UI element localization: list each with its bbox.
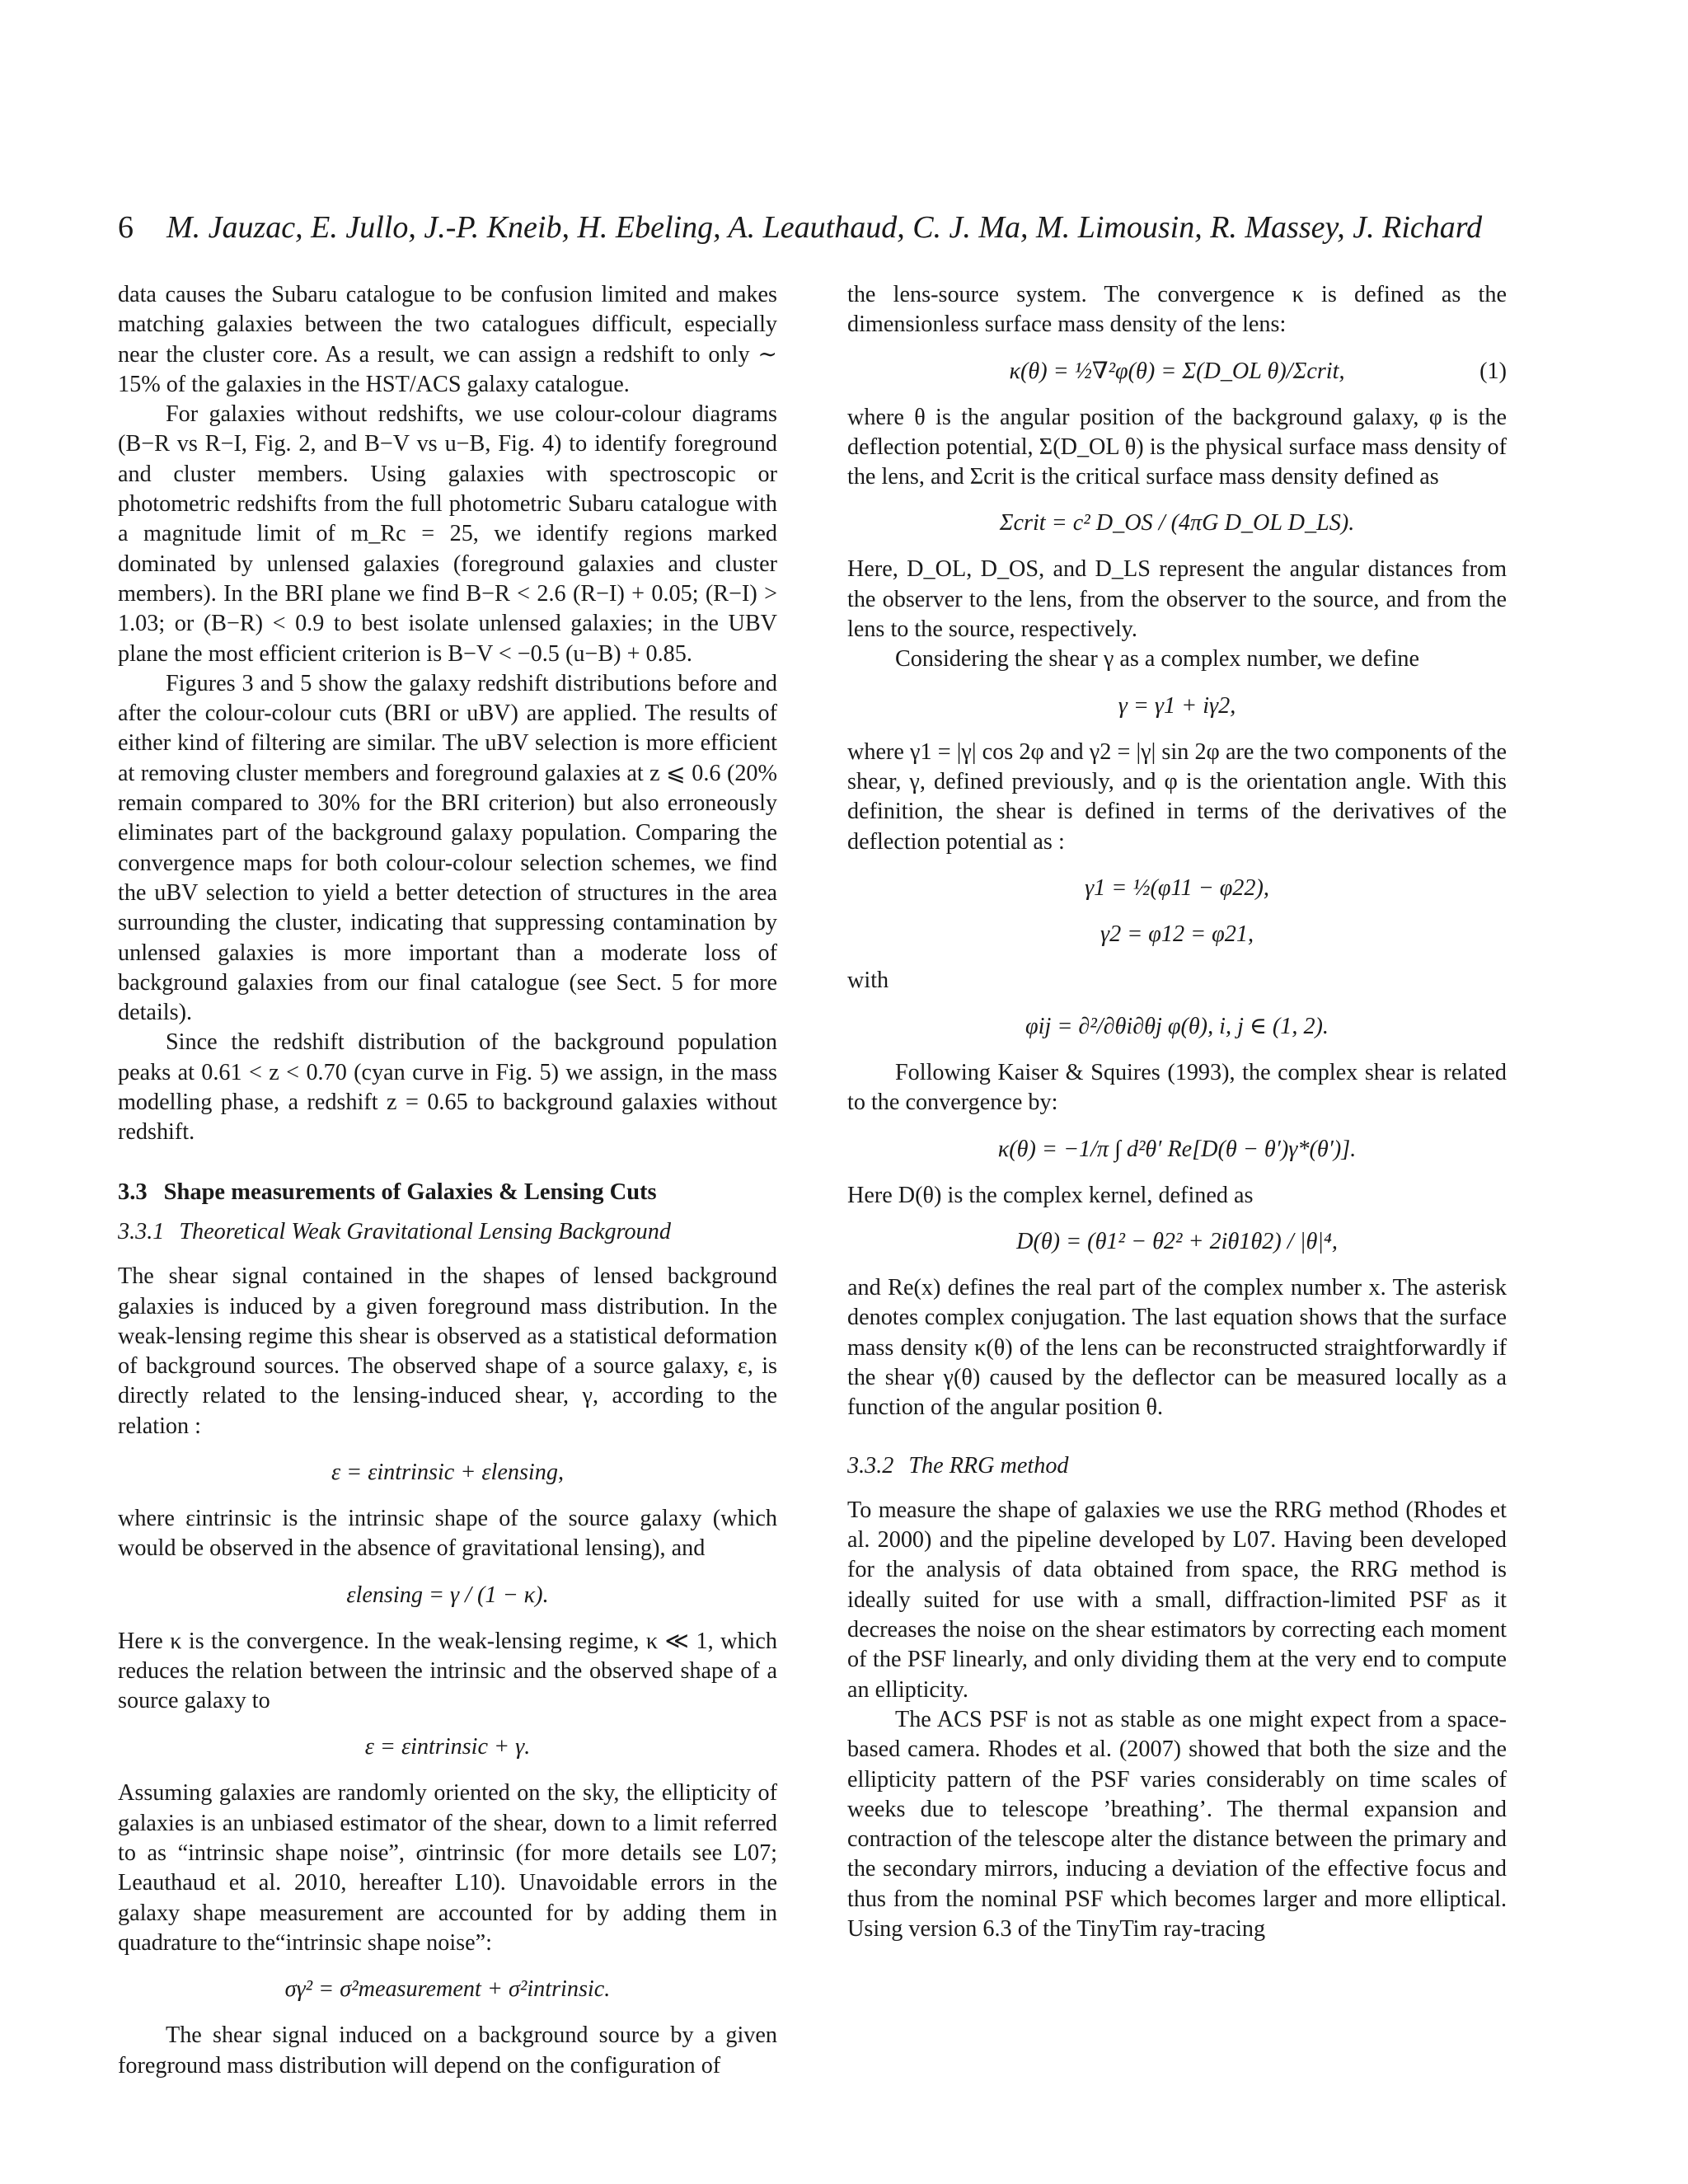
paragraph: The shear signal contained in the shapes of lensed background galaxies is induced by a given foreground mass distribution. In the weak-lensing regime this shear is observed as a statistical deformation of background sources. The observed shape of a source galaxy, ε, is directly related to the lensing-induced shear, γ, according to the relation : [118, 1263, 777, 1439]
subsection-heading [118, 1217, 777, 1247]
equation-ellipticity: ε = εintrinsic + εlensing, [331, 1459, 564, 1485]
paragraph: Assuming galaxies are randomly oriented on the sky, the ellipticity of galaxies is an unbiased estimator of the shear, down to a limit referred to as “intrinsic shape noise”, σintrinsic (for more details see L07; Leauthaud et al. 2010, hereafter L10). Unavoidable errors in the galaxy shape measurement are accounted for by adding them in quadrature to the“intrinsic shape noise”: [118, 1780, 777, 1956]
equation-gamma1: γ1 = ½(φ11 − φ22), [1085, 874, 1269, 901]
subsection-heading [847, 1451, 1507, 1481]
paragraph: data causes the Subaru catalogue to be confusion limited and makes matching galaxies between the two catalogues difficult, especially near the cluster core. As a result, we can assign a redshift to only ∼ 15% of the galaxies in the HST/ACS galaxy catalogue. [118, 282, 777, 397]
paragraph: Here κ is the convergence. In the weak-lensing regime, κ ≪ 1, which reduces the relation between the intrinsic and the observed shape of a source galaxy to [118, 1628, 777, 1714]
equation-weak-limit: ε = εintrinsic + γ. [364, 1734, 531, 1760]
left-column [118, 280, 777, 2081]
paragraph: Following Kaiser & Squires (1993), the complex shear is related to the convergence by: [847, 1060, 1507, 1116]
right-column [847, 280, 1507, 1944]
equation-gamma2: γ2 = φ12 = φ21, [1100, 921, 1254, 947]
paragraph: For galaxies without redshifts, we use colour-colour diagrams (B−R vs R−I, Fig. 2, and B−V vs u−B, Fig. 4) to identify foreground and cluster members. Using galaxies with spectroscopic or photometric redshifts from the full photometric Subaru catalogue with a magnitude limit of m_Rc = 25, we identify regions marked dominated by unlensed galaxies (foreground galaxies and cluster members). In the BRI plane we find B−R < 2.6 (R−I) + 0.05; (R−I) > 1.03; or (B−R) < 0.9 to best isolate unlensed galaxies; in the UBV plane the most efficient criterion is B−V < −0.5 (u−B) + 0.85. [118, 401, 777, 667]
section-number: 3.3 [118, 1179, 148, 1205]
paragraph: Figures 3 and 5 show the galaxy redshift distributions before and after the colour-colour cuts (BRI or uBV) are applied. The results of either kind of filtering are similar. The uBV selection is more efficient at removing cluster members and foreground galaxies at z ⩽ 0.6 (20% remain compared to 30% for the BRI criterion) but also erroneously eliminates part of the background galaxy population. Comparing the convergence maps for both colour-colour selection schemes, we find the uBV selection to yield a better detection of structures in the area surrounding the cluster, indicating that suppressing contamination by unlensed galaxies is more important than a moderate loss of background galaxies from our final catalogue (see Sect. 5 for more details). [118, 670, 777, 1026]
paragraph: Considering the shear γ as a complex number, we define [895, 646, 1419, 673]
section-heading [118, 1178, 777, 1207]
subsection-title: Theoretical Weak Gravitational Lensing Background [179, 1218, 671, 1244]
subsection-number: 3.3.2 [847, 1452, 894, 1479]
equation-shape-noise: σγ² = σ²measurement + σ²intrinsic. [284, 1976, 611, 2003]
paragraph: with [847, 967, 889, 993]
subsection-title: The RRG method [908, 1452, 1069, 1479]
equation-potential-derivatives: φij = ∂²/∂θi∂θj φ(θ), i, j ∈ (1, 2). [1025, 1014, 1329, 1040]
paragraph: and Re(x) defines the real part of the complex number x. The asterisk denotes complex conjugation. The last equation shows that the surface mass density κ(θ) of the lens can be reconstructed straightforwardly if the shear γ(θ) caused by the deflector can be measured locally as a function of the angular position θ. [847, 1275, 1507, 1421]
section-title: Shape measurements of Galaxies & Lensing Cuts [163, 1179, 657, 1205]
paragraph: the lens-source system. The convergence κ is defined as the dimensionless surface mass density of the lens: [847, 282, 1507, 338]
paragraph: where γ1 = |γ| cos 2φ and γ2 = |γ| sin 2φ are the two components of the shear, γ, defined previously, and φ is the orientation angle. With this definition, the shear is defined in terms of the derivatives of the deflection potential as : [847, 738, 1507, 855]
page-number: 6 [118, 210, 134, 245]
author-list: M. Jauzac, E. Jullo, J.-P. Kneib, H. Ebeling, A. Leauthaud, C. J. Ma, M. Limousin, R. Massey, J. Richard [166, 210, 1483, 245]
equation-1 [847, 357, 1507, 387]
paragraph: Here, D_OL, D_OS, and D_LS represent the angular distances from the observer to the lens, from the observer to the source, and from the lens to the source, respectively. [847, 556, 1507, 643]
equation-number: (1) [1479, 358, 1507, 384]
paragraph: Since the redshift distribution of the background population peaks at 0.61 < z < 0.70 (cyan curve in Fig. 5) we assign, in the mass modelling phase, a redshift z = 0.65 to background galaxies without redshift. [118, 1029, 777, 1146]
paragraph: where εintrinsic is the intrinsic shape of the source galaxy (which would be observed in the absence of gravitational lensing), and [118, 1505, 777, 1562]
paragraph: where θ is the angular position of the background galaxy, φ is the deflection potential, Σ(D_OL θ) is the physical surface mass density of the lens, and Σcrit is the critical surface mass density defined as [847, 404, 1507, 490]
equation-convergence: κ(θ) = ½∇²φ(θ) = Σ(D_OL θ)/Σcrit, [1009, 358, 1345, 384]
paragraph: To measure the shape of galaxies we use the RRG method (Rhodes et al. 2000) and the pipeline developed by L07. Having been developed for the analysis of data obtained from space, the RRG method is ideally suited for use with a small, diffraction-limited PSF as it decreases the noise on the shear estimators by correcting each moment of the PSF linearly, and only dividing them at the very end to compute an ellipticity. [847, 1497, 1507, 1703]
equation-complex-shear: γ = γ1 + iγ2, [1118, 692, 1236, 719]
running-header [118, 208, 1548, 247]
subsection-number: 3.3.1 [118, 1218, 165, 1244]
paragraph: The ACS PSF is not as stable as one might expect from a space-based camera. Rhodes et al. (2007) showed that both the size and the ellipticity pattern of the PSF varies considerably on time scales of weeks due to telescope ’breathing’. The thermal expansion and contraction of the telescope alter the distance between the primary and the secondary mirrors, inducing a deviation of the effective focus and thus from the nominal PSF which becomes larger and more elliptical. Using version 6.3 of the TinyTim ray-tracing [847, 1706, 1507, 1942]
equation-critical-density: Σcrit = c² D_OS / (4πG D_OL D_LS). [999, 510, 1355, 537]
paragraph: The shear signal induced on a background source by a given foreground mass distribution will depend on the configuration of [118, 2022, 777, 2079]
paragraph: Here D(θ) is the complex kernel, defined as [847, 1182, 1254, 1208]
equation-kernel: D(θ) = (θ1² − θ2² + 2iθ1θ2) / |θ|⁴, [1016, 1229, 1338, 1255]
equation-lensing-ellipticity: εlensing = γ / (1 − κ). [346, 1582, 549, 1608]
equation-kaiser-squires: κ(θ) = −1/π ∫ d²θ′ Re[D(θ − θ′)γ*(θ′)]. [997, 1136, 1357, 1162]
